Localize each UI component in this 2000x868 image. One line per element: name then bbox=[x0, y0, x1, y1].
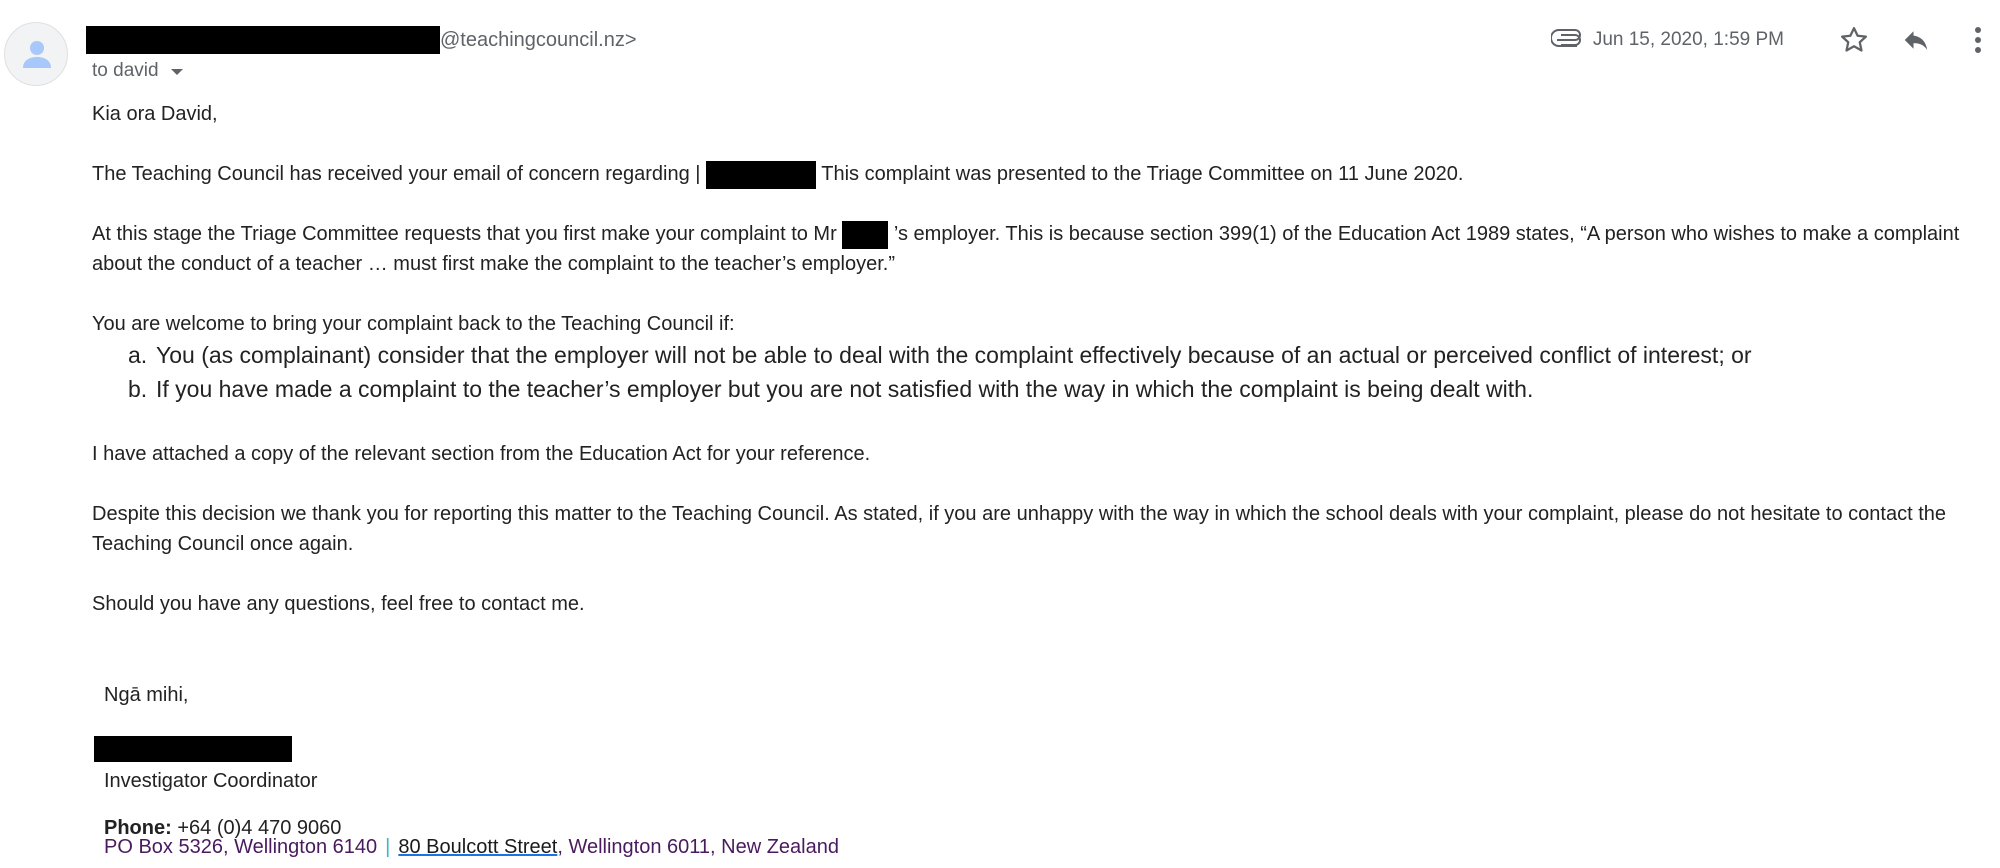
list-item-text: If you have made a complaint to the teacher’s employer but you are not satisfied with the way in which the complaint is being dealt with. bbox=[156, 376, 1534, 402]
signature-address bbox=[104, 834, 839, 860]
greeting: Kia ora David, bbox=[92, 103, 218, 125]
message-meta bbox=[1551, 18, 2000, 62]
list-item bbox=[92, 338, 1752, 372]
chevron-down-icon[interactable] bbox=[171, 69, 183, 75]
recipient-details-toggle[interactable] bbox=[92, 58, 183, 84]
list-item bbox=[92, 372, 1752, 406]
paragraph-questions: Should you have any questions, feel free to contact me. bbox=[92, 593, 585, 615]
paragraph-thanks-line2: Teaching Council once again. bbox=[92, 533, 354, 555]
more-options-button[interactable] bbox=[1956, 18, 2000, 62]
paperclip-icon bbox=[1551, 28, 1583, 52]
list-item-text: You (as complainant) consider that the employer will not be able to deal with the complaint effectively because of an actual or perceived conflict of interest; or bbox=[156, 342, 1752, 368]
paragraph-received-start: The Teaching Council has received your email of concern regarding | bbox=[92, 163, 701, 185]
paragraph-triage-line2: about the conduct of a teacher … must first make the complaint to the teacher’s employer.” bbox=[92, 253, 896, 275]
sender-line bbox=[86, 26, 637, 54]
conditions-list bbox=[92, 338, 1752, 406]
paragraph-thanks-line1: Despite this decision we thank you for reporting this matter to the Teaching Council. As stated, if you are unhappy with the way in which the school deals with your complaint, please do not hesitate to contact the bbox=[92, 503, 1947, 525]
street-address-link[interactable]: 80 Boulcott Street bbox=[398, 836, 558, 858]
sender-domain: @teachingcouncil.nz> bbox=[440, 28, 637, 51]
signature-closing: Ngā mihi, bbox=[104, 684, 189, 706]
list-item-marker: a. bbox=[128, 342, 148, 368]
reply-button[interactable] bbox=[1894, 18, 1938, 62]
reply-icon bbox=[1901, 25, 1931, 55]
paragraph-received bbox=[92, 159, 1463, 189]
recipient-label: to david bbox=[92, 60, 159, 81]
star-outline-icon bbox=[1839, 25, 1869, 55]
signature-name bbox=[94, 736, 292, 769]
person-icon bbox=[5, 23, 68, 86]
redacted-signer-name bbox=[94, 736, 292, 762]
redacted-teacher-name bbox=[706, 161, 816, 189]
paragraph-triage-start: At this stage the Triage Committee requests that you first make your complaint to Mr bbox=[92, 223, 837, 245]
sender-avatar[interactable] bbox=[4, 22, 68, 86]
star-button[interactable] bbox=[1832, 18, 1876, 62]
address-separator: | bbox=[385, 836, 391, 858]
paragraph-attachment: I have attached a copy of the relevant section from the Education Act for your reference. bbox=[92, 443, 871, 465]
phone-label: Phone: bbox=[104, 817, 172, 839]
paragraph-triage-line1 bbox=[92, 219, 1959, 249]
po-box-address: PO Box 5326, Wellington 6140 bbox=[104, 836, 378, 858]
redacted-sender-name bbox=[86, 26, 440, 54]
message-date: Jun 15, 2020, 1:59 PM bbox=[1592, 29, 1784, 50]
more-vert-icon bbox=[1974, 26, 1982, 54]
paragraph-welcome-back: You are welcome to bring your complaint back to the Teaching Council if: bbox=[92, 313, 735, 335]
phone-number: +64 (0)4 470 9060 bbox=[177, 817, 342, 839]
redacted-teacher-surname bbox=[842, 221, 888, 249]
signature-title: Investigator Coordinator bbox=[104, 770, 318, 792]
city-address: , Wellington 6011, New Zealand bbox=[557, 836, 839, 858]
paragraph-received-end: This complaint was presented to the Triage Committee on 11 June 2020. bbox=[821, 163, 1464, 185]
list-item-marker: b. bbox=[128, 376, 148, 402]
paragraph-triage-end: ’s employer. This is because section 399(1) of the Education Act 1989 states, “A person who wishes to make a complaint bbox=[893, 223, 1960, 245]
